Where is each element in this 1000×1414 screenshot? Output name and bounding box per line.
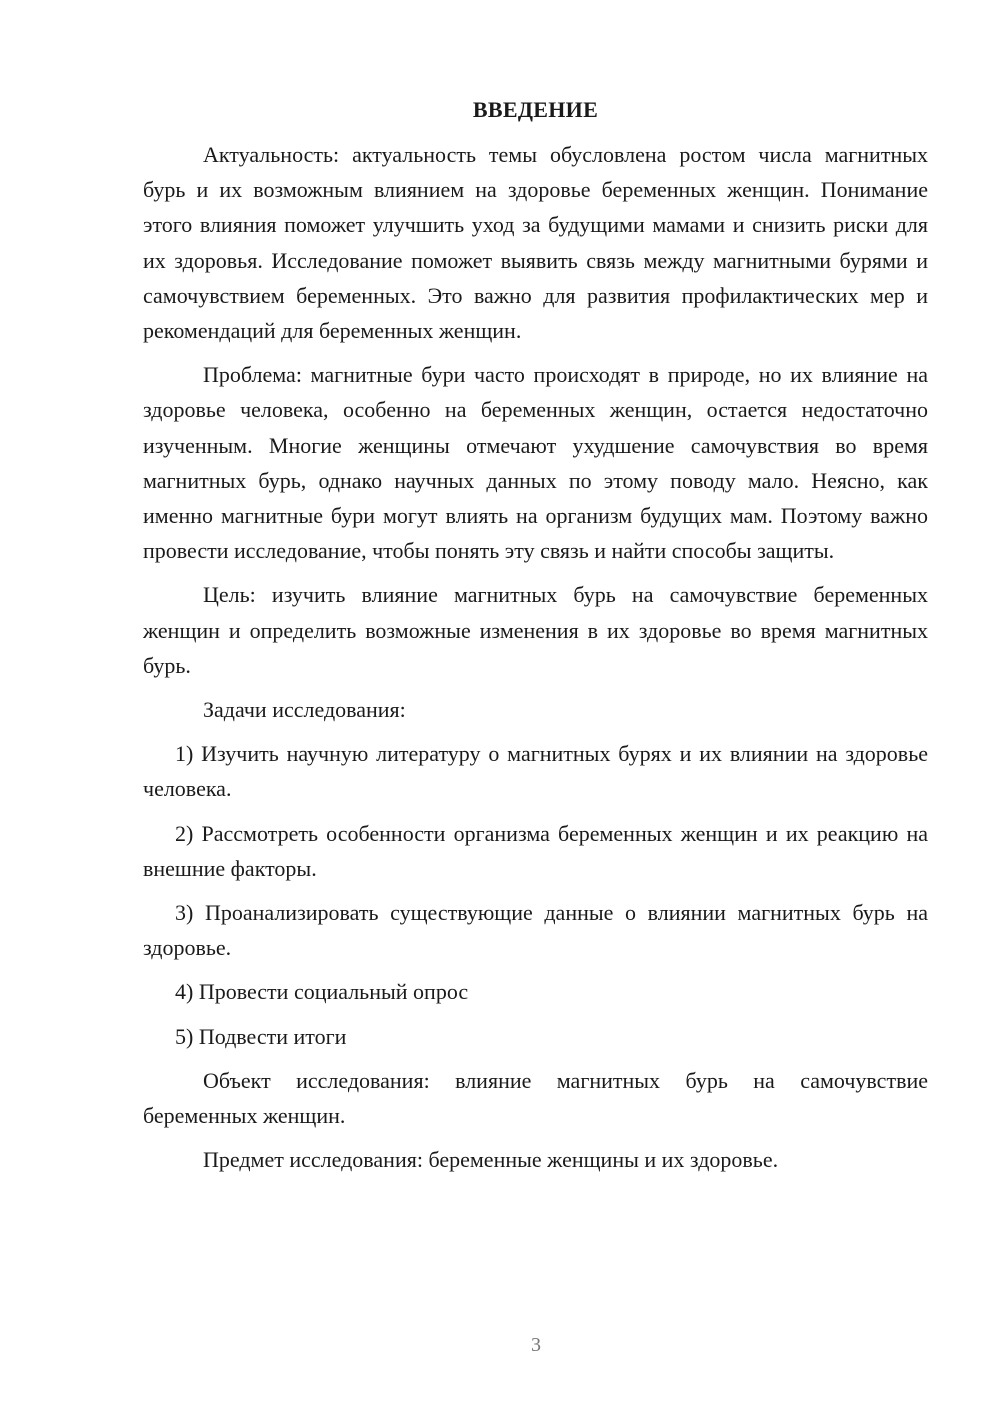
object-paragraph: Объект исследования: влияние магнитных бурь на самочувствие беременных женщин.	[143, 1067, 928, 1129]
problem-paragraph: Проблема: магнитные бури часто происходят в природе, но их влияние на здоровье человека, особенно на беременных женщин, остается недостаточно изученным. Многие женщины отмечают ухудшение самочувствия во время магнитных бурь, однако научных данных по этому поводу мало. Неясно, как именно магнитные бури могут влиять на организм будущих мам. Поэтому важно провести исследование, чтобы понять эту связь и найти способы защиты.	[143, 362, 928, 564]
goal-paragraph: Цель: изучить влияние магнитных бурь на самочувствие беременных женщин и определить возможные изменения в их здоровье во время магнитных бурь.	[143, 582, 928, 678]
task-item-3: 3) Проанализировать существующие данные о влиянии магнитных бурь на здоровье.	[143, 900, 928, 961]
task-item-4: 4) Провести социальный опрос	[175, 979, 469, 1005]
page-content	[143, 95, 928, 1186]
task-item-1: 1) Изучить научную литературу о магнитных бурях и их влиянии на здоровье человека.	[143, 741, 928, 802]
task-item-2: 2) Рассмотреть особенности организма беременных женщин и их реакцию на внешние факторы.	[143, 820, 928, 881]
section-heading: ВВЕДЕНИЕ	[472, 97, 599, 122]
subject-paragraph: Предмет исследования: беременные женщины и их здоровье.	[203, 1147, 779, 1173]
task-item-5: 5) Подвести итоги	[175, 1023, 347, 1049]
relevance-paragraph: Актуальность: актуальность темы обусловлена ростом числа магнитных бурь и их возможным влиянием на здоровье беременных женщин. Понимание этого влияния поможет улучшить уход за будущими мамами и снизить риски для их здоровья. Исследование поможет выявить связь между магнитными бурями и самочувствием беременных. Это важно для развития профилактических мер и рекомендаций для беременных женщин.	[143, 142, 928, 344]
tasks-heading: Задачи исследования:	[203, 697, 406, 723]
page-number: 3	[531, 1334, 541, 1356]
